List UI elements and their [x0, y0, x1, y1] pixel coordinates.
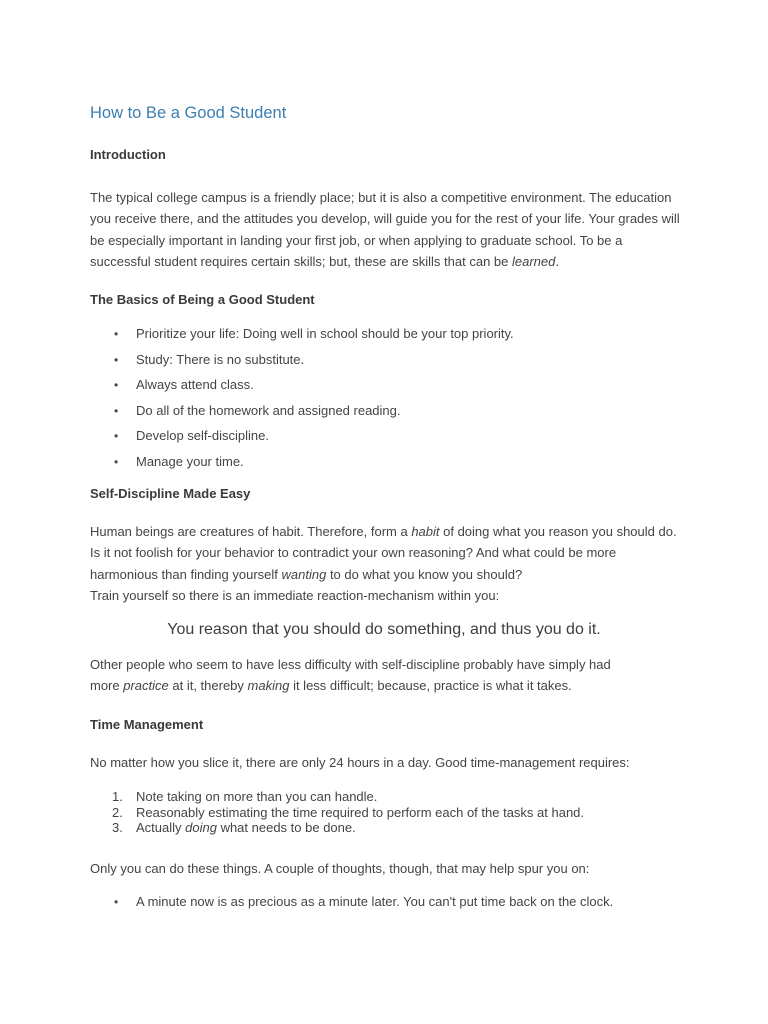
time-paragraph: No matter how you slice it, there are only 24 hours in a day. Good time-management requires:: [90, 755, 630, 770]
time-heading: Time Management: [90, 717, 204, 732]
list-item-text: Prioritize your life: Doing well in school should be your top priority.: [136, 326, 514, 341]
paragraph-text: Human beings are creatures of habit. Therefore, form a: [90, 524, 412, 539]
emphasis-text: doing: [185, 820, 217, 836]
pull-quote: You reason that you should do something, and thus you do it.: [167, 621, 601, 638]
list-item-text: Note taking on more than you can handle.: [136, 789, 378, 804]
list-item: [90, 789, 584, 805]
list-item: [90, 352, 514, 378]
thoughts-paragraph: Only you can do these things. A couple of thoughts, though, that may help spur you on:: [90, 861, 590, 876]
list-item-text: Manage your time.: [136, 453, 244, 469]
emphasis-text: making: [247, 678, 290, 694]
paragraph-text: Other people who seem to have less difficulty with self-discipline probably have simply had more: [90, 657, 611, 694]
intro-text: The typical college campus is a friendly place; but it is also a competitive environment. The education you receive there, and the attitudes you develop, will guide you for the rest of your life. Your grades will be especially important in landing your first job, or when applying to graduate school. To be a successful student requires certain skills; but, these are skills that can be: [90, 190, 680, 270]
bullet-icon: •: [114, 378, 119, 393]
list-item: [90, 805, 584, 821]
basics-list: [90, 326, 514, 480]
list-item: [90, 428, 514, 454]
list-item: [90, 377, 514, 403]
bullet-icon: •: [114, 895, 119, 909]
list-item: [90, 326, 514, 352]
paragraph-text: Train yourself so there is an immediate reaction-mechanism within you:: [90, 588, 500, 604]
emphasis-text: habit: [411, 524, 440, 539]
list-item: [90, 820, 584, 836]
paragraph-text: it less difficult; because, practice is what it takes.: [289, 678, 572, 694]
paragraph-text: of doing what you reason you should do. Is it not foolish for your behavior to contradict your own reasoning? And what could be more harmonious than finding yourself: [90, 524, 677, 582]
bullet-icon: •: [114, 327, 119, 341]
basics-heading: The Basics of Being a Good Student: [90, 292, 315, 307]
intro-text-end: .: [555, 254, 559, 270]
list-item: [90, 894, 613, 910]
discipline-paragraph: [90, 521, 680, 607]
intro-emphasis: learned: [511, 254, 556, 270]
list-number: 2.: [112, 804, 123, 820]
list-item: [90, 454, 514, 480]
time-list: [90, 789, 584, 836]
list-item-text: Actually: [136, 820, 186, 836]
bullet-icon: •: [114, 352, 119, 367]
list-number: 3.: [112, 820, 123, 836]
practice-paragraph: [90, 654, 630, 697]
page-title: How to Be a Good Student: [90, 104, 287, 122]
list-item-text: Reasonably estimating the time required to perform each of the tasks at hand.: [136, 804, 585, 820]
list-number: 1.: [112, 789, 123, 804]
emphasis-text: practice: [123, 678, 169, 694]
intro-paragraph: [90, 187, 680, 273]
list-item-text: Always attend class.: [136, 377, 254, 393]
intro-heading: Introduction: [90, 147, 166, 162]
thoughts-list: [90, 894, 613, 910]
emphasis-text: wanting: [281, 566, 327, 582]
paragraph-text: at it, thereby: [168, 678, 248, 694]
bullet-icon: •: [114, 454, 119, 469]
list-item: [90, 403, 514, 429]
list-item-text: Study: There is no substitute.: [136, 351, 305, 367]
paragraph-text: to do what you know you should?: [326, 566, 523, 582]
list-item-text: Develop self-discipline.: [136, 428, 269, 444]
bullet-icon: •: [114, 403, 119, 418]
list-item-text: A minute now is as precious as a minute later. You can't put time back on the clock.: [136, 894, 614, 909]
list-item-text: Do all of the homework and assigned reading.: [136, 402, 401, 418]
discipline-heading: Self-Discipline Made Easy: [90, 486, 251, 501]
list-item-text: what needs to be done.: [216, 820, 356, 836]
bullet-icon: •: [114, 429, 119, 444]
